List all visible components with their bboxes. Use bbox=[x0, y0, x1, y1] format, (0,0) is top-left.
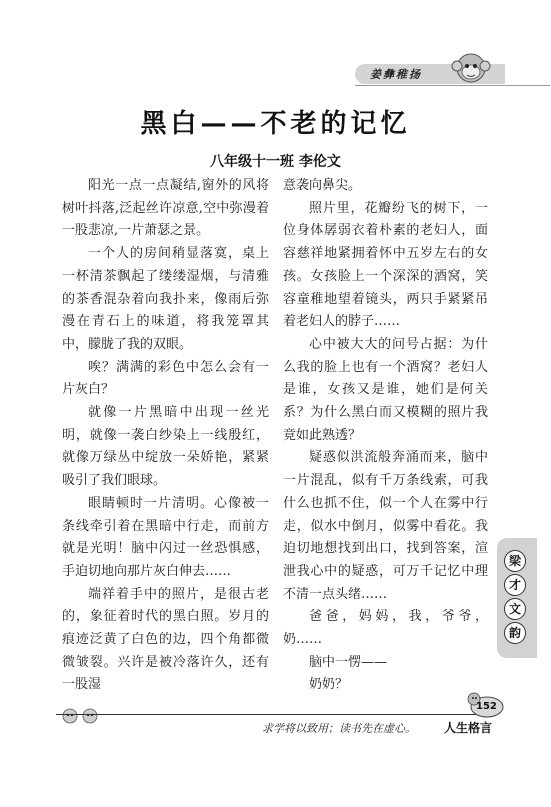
paragraph: 意袭向鼻尖。 bbox=[283, 178, 362, 193]
paragraph: 阳光一点一点凝结,窗外的风将树叶抖落,泛起丝许凉意,空中弥漫着一股悲凉,一片萧瑟之景。 bbox=[62, 178, 269, 239]
paragraph: 端祥着手中的照片，是很古老的，象征着时代的黑白照。岁月的痕迹泛黄了白色的边，四个角都微微皱裂。兴许是被冷落许久，还有一股湿 bbox=[62, 586, 269, 693]
paragraph: 奶奶？ bbox=[309, 677, 349, 693]
page-number: 152 bbox=[476, 701, 497, 712]
paragraph: 就像一片黑暗中出现一丝光明，就像一袭白纱染上一线殷红，就像万绿丛中绽放一朵娇艳，紧紧吸引了我们眼球。 bbox=[62, 405, 269, 489]
footer-divider bbox=[56, 714, 476, 715]
header-divider bbox=[355, 85, 550, 86]
monkey-logo-icon bbox=[448, 44, 494, 88]
section-label: 姜彝稚扬 bbox=[370, 68, 422, 81]
side-tab-char: 韵 bbox=[504, 622, 526, 644]
paragraph: 照片里，花瓣纷飞的树下，一位身体孱弱衣着朴素的老妇人，面容慈祥地紧拥着怀中五岁左右的女孩。女孩脸上一个深深的酒窝，笑容童稚地望着镜头，两只手紧紧吊着老妇人的脖子…… bbox=[283, 200, 488, 330]
article-byline: 八年级十一班 李伦文 bbox=[210, 154, 341, 170]
footer-tag: 人生格言 bbox=[444, 721, 493, 735]
side-tab-char: 文 bbox=[504, 598, 526, 620]
article-title: 黑白——不老的记忆 bbox=[140, 109, 411, 139]
side-tab-label bbox=[500, 548, 530, 646]
side-tab-char: 梁 bbox=[504, 550, 526, 572]
right-column bbox=[283, 175, 488, 697]
paragraph: 疑惑似洪流般奔涌而来，脑中一片混乱，似有千万条线索，可我什么也抓不住，似一个人在雾中行走，似水中倒月，似雾中看花。我迫切地想找到出口，找到答案，渲泄我心中的疑惑，可万千记忆中理不清一点头绪…… bbox=[283, 450, 488, 602]
footer-quote: 求学将以致用；读书先在虚心。 bbox=[262, 722, 416, 735]
side-tab-char: 才 bbox=[504, 574, 526, 596]
paragraph: 眼睛顿时一片清明。心像被一条线牵引着在黑暗中行走，而前方就是光明！脑中闪过一丝恐惧感，手迫切地向那片灰白伸去…… bbox=[62, 495, 269, 579]
paragraph: 脑中一愣—— bbox=[309, 654, 388, 670]
paragraph: 一个人的房间稍显落寞，桌上一杯清茶飘起了缕缕湿烟，与清雅的茶香混杂着向我扑来，像雨后弥漫在青石上的味道，将我笼罩其中，朦胧了我的双眼。 bbox=[62, 246, 269, 352]
paragraph: 唉？满满的彩色中怎么会有一片灰白？ bbox=[62, 359, 269, 398]
left-column bbox=[62, 175, 269, 697]
footer-monkeys-icon bbox=[58, 706, 108, 726]
paragraph: 心中被大大的问号占据：为什么我的脸上也有一个酒窝？老妇人是谁，女孩又是谁，她们是何关系？为什么黑白而又模糊的照片我竟如此熟透？ bbox=[283, 336, 488, 443]
paragraph: 爸爸，妈妈，我，爷爷，奶…… bbox=[283, 609, 488, 648]
